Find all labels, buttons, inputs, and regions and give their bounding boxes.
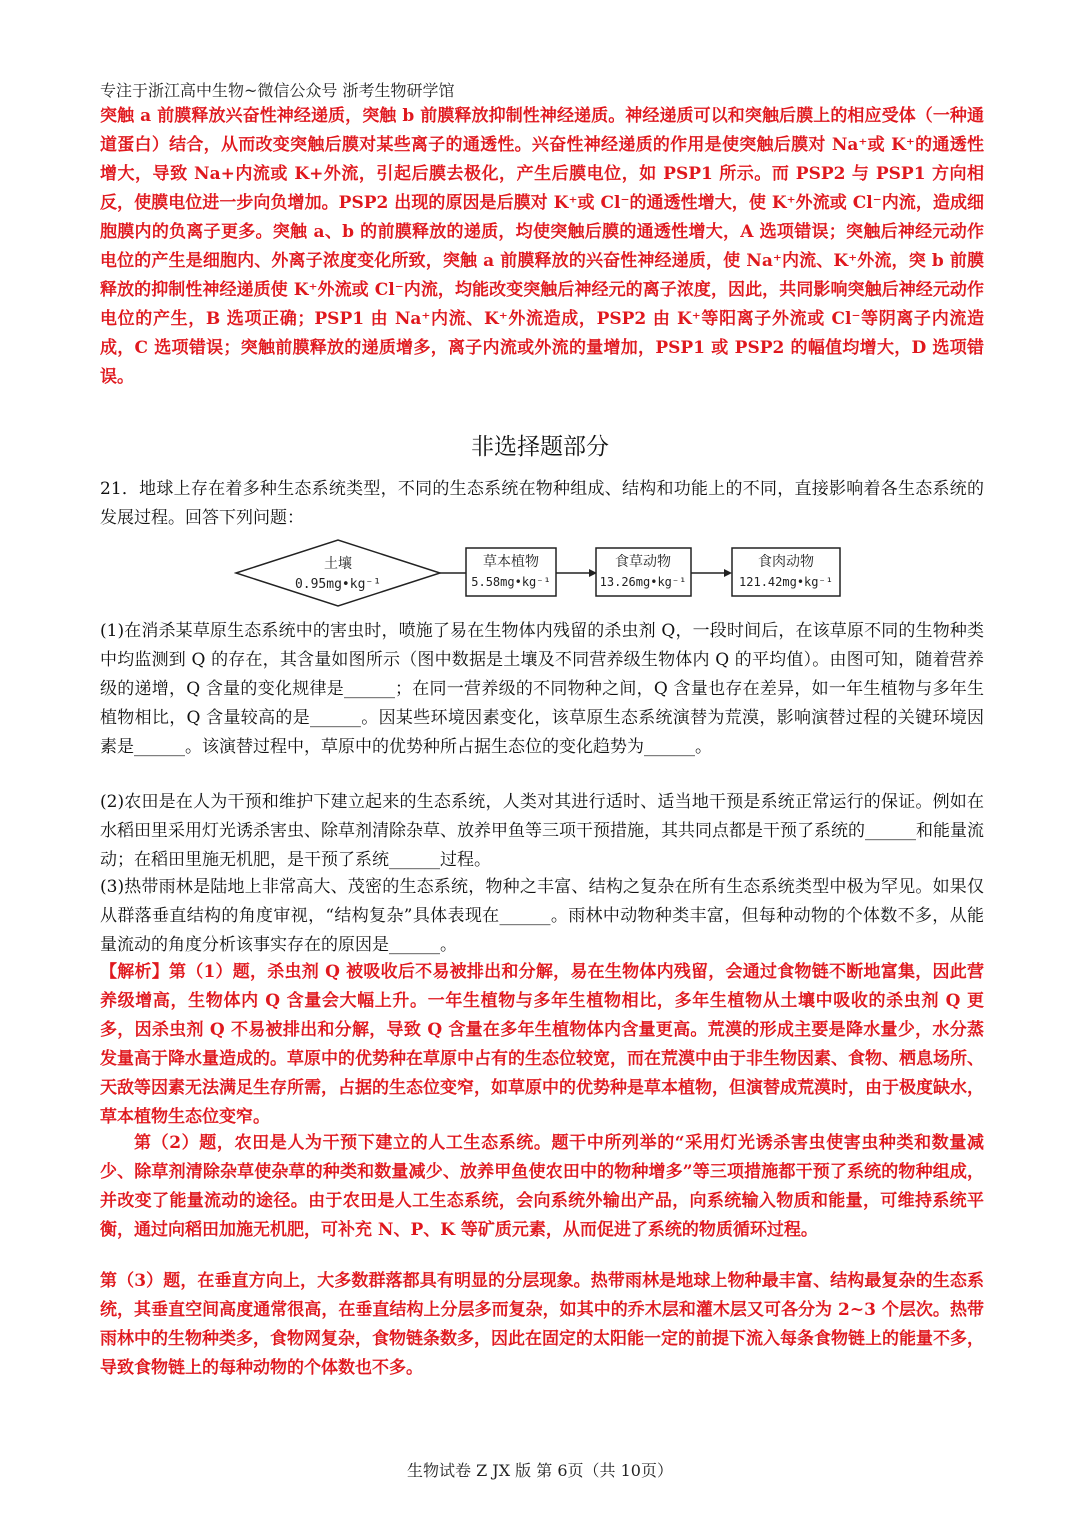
herb-value: 5.58mg•kg⁻¹ xyxy=(471,575,551,589)
analysis-part-3: 第（3）题，在垂直方向上，大多数群落都具有明显的分层现象。热带雨林是地球上物种最丰富、结构最复杂的生态系统，其垂直空间高度通常很高，在垂直结构上分层多而复杂，如其中的乔木层和灌木层又可各分为 2~3 个层次。热带雨林中的生物种类多，食物网复杂，食物链条数多，因此在固定的太阳能一定的前提下流入每条食物链上的能量不多，导致食物链上的每种动物的个体数也不多。 xyxy=(100,1271,984,1378)
arrow-head-3 xyxy=(724,569,732,577)
herb-label: 草本植物 xyxy=(483,554,539,570)
soil-value: 0.95mg•kg⁻¹ xyxy=(294,577,382,592)
soil-label: 土壤 xyxy=(324,556,352,572)
analysis-previous-question: 突触 a 前膜释放兴奋性神经递质，突触 b 前膜释放抑制性神经递质。神经递质可以和突触后膜上的相应受体（一种通道蛋白）结合，从而改变突触后膜对某些离子的通透性。兴奋性神经递质的作用是使突触后膜对 Na⁺或 K⁺的通透性增大，导致 Na+内流或 K+外流，引起后膜去极化，产生后膜电位，如 PSP1 所示。而 PSP2 与 PSP1 方向相反，使膜电位进一步向负增加。PSP2 出现的原因是后膜对 K⁺或 Cl⁻的通透性增大，使 K⁺外流或 Cl⁻内流，造成细胞膜内的负离子更多。突触 a、b 的前膜释放的递质，均使突触后膜的通透性增大，A 选项错误；突触后神经元动作电位的产生是细胞内、外离子浓度变化所致，突触 a 前膜释放的兴奋性神经递质，使 Na⁺内流、K⁺外流，突 b 前膜释放的抑制性神经递质使 K⁺外流或 Cl⁻内流，均能改变突触后神经元的离子浓度，因此，共同影响突触后神经元动作电位的产生，B 选项正确；PSP1 由 Na⁺内流、K⁺外流造成，PSP2 由 K⁺等阳离子外流或 Cl⁻等阴离子内流造成，C 选项错误；突触前膜释放的递质增多，离子内流或外流的量增加，PSP1 或 PSP2 的幅值均增大，D 选项错误。 xyxy=(100,106,984,387)
carnivore-label: 食肉动物 xyxy=(758,554,814,570)
question-21-part-2: (2)农田是在人为干预和维护下建立起来的生态系统，人类对其进行适时、适当地干预是系统正常运行的保证。例如在水稻田里采用灯光诱杀害虫、除草剂清除杂草、放养甲鱼等三项干预措施，其共同点都是干预了系统的______和能量流动；在稻田里施无机肥，是干预了系统______过程。 xyxy=(100,792,984,870)
page-header: 专注于浙江高中生物~微信公众号 浙考生物研学馆 xyxy=(100,81,455,100)
herbivore-value: 13.26mg•kg⁻¹ xyxy=(599,575,687,589)
carnivore-value: 121.42mg•kg⁻¹ xyxy=(739,575,833,589)
food-chain-diagram xyxy=(234,538,850,608)
analysis-part-2: 第（2）题，农田是人为干预下建立的人工生态系统。题干中所列举的“采用灯光诱杀害虫使害虫种类和数量减少、除草剂清除杂草使杂草的种类和数量减少、放养甲鱼使农田中的物种增多”等三项措施都干预了系统的物种组成，并改变了能量流动的途径。由于农田是人工生态系统，会向系统外输出产品，向系统输入物质和能量，可维持系统平衡，通过向稻田加施无机肥，可补充 N、P、K 等矿质元素，从而促进了系统的物质循环过程。 xyxy=(100,1133,984,1240)
herbivore-label: 食草动物 xyxy=(615,554,671,570)
analysis-part-1: 【解析】第（1）题，杀虫剂 Q 被吸收后不易被排出和分解，易在生物体内残留，会通过食物链不断地富集，因此营养级增高，生物体内 Q 含量会大幅上升。一年生植物与多年生植物相比，多年生植物从土壤中吸收的杀虫剂 Q 更多，因杀虫剂 Q 不易被排出和分解，导致 Q 含量在多年生植物体内含量更高。荒漠的形成主要是降水量少，水分蒸发量高于降水量造成的。草原中的优势种在草原中占有的生态位较宽，而在荒漠中由于非生物因素、食物、栖息场所、天敌等因素无法满足生存所需，占据的生态位变窄，如草原中的优势种是草本植物，但演替成荒漠时，由于极度缺水，草本植物生态位变窄。 xyxy=(100,962,984,1127)
soil-diamond xyxy=(236,540,440,606)
question-21-stem: 21．地球上存在着多种生态系统类型，不同的生态系统在物种组成、结构和功能上的不同，直接影响着各生态系统的发展过程。回答下列问题： xyxy=(100,479,984,528)
section-title: 非选择题部分 xyxy=(471,434,609,460)
question-21-part-3: (3)热带雨林是陆地上非常高大、茂密的生态系统，物种之丰富、结构之复杂在所有生态系统类型中极为罕见。如果仅从群落垂直结构的角度审视，“结构复杂”具体表现在______。雨林中动物种类丰富，但每种动物的个体数不多，从能量流动的角度分析该事实存在的原因是______。 xyxy=(100,877,984,955)
question-21-part-1: (1)在消杀某草原生态系统中的害虫时，喷施了易在生物体内残留的杀虫剂 Q，一段时间后，在该草原不同的生物种类中均监测到 Q 的存在，其含量如图所示（图中数据是土壤及不同营养级生物体内 Q 的平均值）。由图可知，随着营养级的递增，Q 含量的变化规律是______；在同一营养级的不同物种之间，Q 含量也存在差异，如一年生植物与多年生植物相比，Q 含量较高的是______。因某些环境因素变化，该草原生态系统演替为荒漠，影响演替过程的关键环境因素是______。该演替过程中，草原中的优势种所占据生态位的变化趋势为______。 xyxy=(100,621,984,757)
page-footer: 生物试卷 Z JX 版 第 6页（共 10页） xyxy=(407,1461,673,1480)
